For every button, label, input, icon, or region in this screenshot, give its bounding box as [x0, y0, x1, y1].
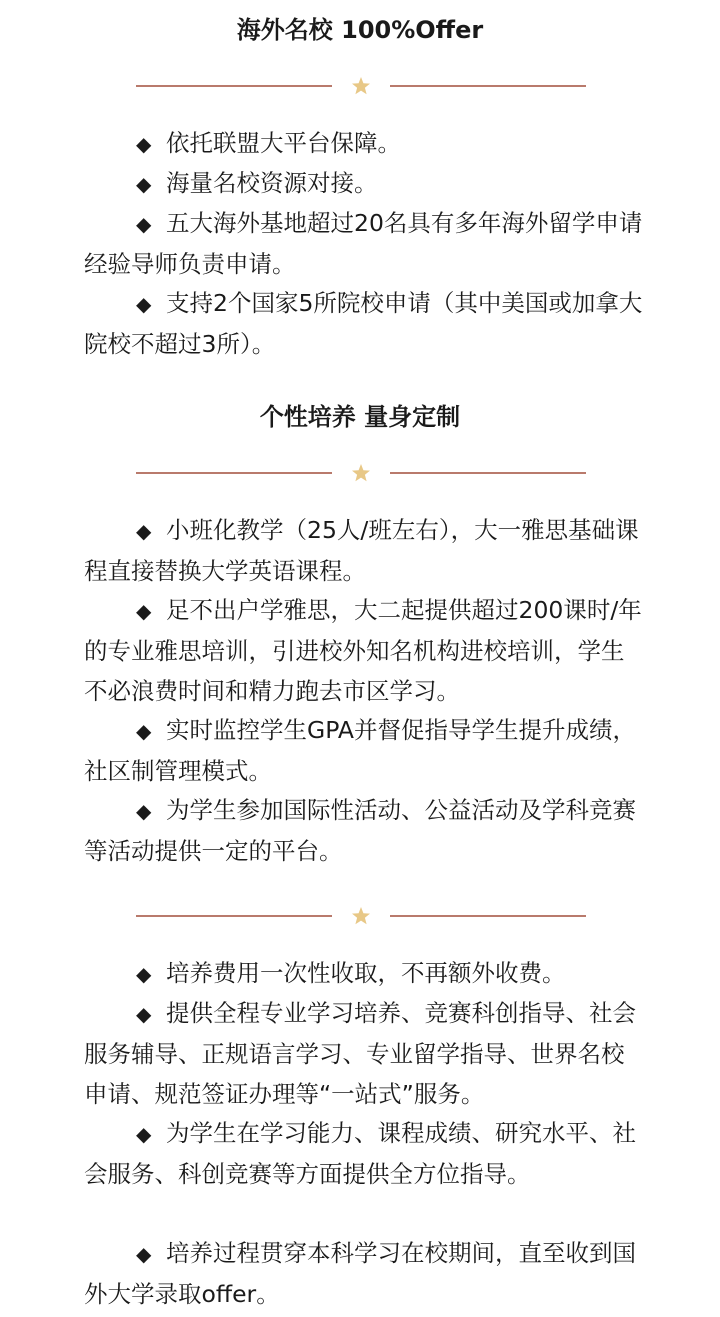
- diamond-bullet-icon: ◆: [136, 962, 152, 986]
- diamond-bullet-icon: ◆: [136, 1242, 152, 1266]
- divider-line-left: [136, 915, 332, 917]
- star-icon: [351, 463, 371, 483]
- section-2-title: 个性培养 量身定制: [259, 403, 461, 431]
- section-1-title: 海外名校 100%Offer: [236, 16, 484, 44]
- section-1-divider: [136, 76, 586, 96]
- list-item: ◆ 为学生在学习能力、课程成绩、研究水平、社会服务、科创竞赛等方面提供全方位指导。: [84, 1113, 644, 1194]
- diamond-bullet-icon: ◆: [136, 719, 152, 743]
- list-item: ◆ 小班化教学（25人/班左右），大一雅思基础课程直接替换大学英语课程。: [84, 510, 644, 591]
- divider-line-right: [390, 85, 586, 87]
- diamond-bullet-icon: ◆: [136, 132, 152, 156]
- list-item: ◆ 实时监控学生GPA并督促指导学生提升成绩，社区制管理模式。: [84, 710, 644, 791]
- section-2-divider: [136, 463, 586, 483]
- star-icon: [351, 906, 371, 926]
- diamond-bullet-icon: ◆: [136, 519, 152, 543]
- divider-line-right: [390, 915, 586, 917]
- list-item: ◆ 为学生参加国际性活动、公益活动及学科竞赛等活动提供一定的平台。: [84, 790, 644, 871]
- diamond-bullet-icon: ◆: [136, 172, 152, 196]
- list-item: ◆ 培养过程贯穿本科学习在校期间，直至收到国外大学录取offer。: [84, 1233, 644, 1314]
- star-icon: [351, 76, 371, 96]
- list-item: ◆ 支持2个国家5所院校申请（其中美国或加拿大院校不超过3所）。: [84, 283, 644, 364]
- list-item: ◆ 依托联盟大平台保障。: [84, 123, 644, 164]
- divider-line-left: [136, 472, 332, 474]
- diamond-bullet-icon: ◆: [136, 1002, 152, 1026]
- list-item: ◆ 五大海外基地超过20名具有多年海外留学申请经验导师负责申请。: [84, 203, 644, 284]
- list-item: ◆ 海量名校资源对接。: [84, 163, 644, 204]
- list-item: ◆ 足不出户学雅思，大二起提供超过200课时/年的专业雅思培训，引进校外知名机构进校培训，学生不必浪费时间和精力跑去市区学习。: [84, 590, 644, 711]
- diamond-bullet-icon: ◆: [136, 1122, 152, 1146]
- section-3-divider: [136, 906, 586, 926]
- diamond-bullet-icon: ◆: [136, 799, 152, 823]
- diamond-bullet-icon: ◆: [136, 212, 152, 236]
- divider-line-right: [390, 472, 586, 474]
- diamond-bullet-icon: ◆: [136, 599, 152, 623]
- list-item: ◆ 培养费用一次性收取，不再额外收费。: [84, 953, 644, 994]
- list-item: ◆ 提供全程专业学习培养、竞赛科创指导、社会服务辅导、正规语言学习、专业留学指导、世界名校申请、规范签证办理等“一站式”服务。: [84, 993, 644, 1114]
- diamond-bullet-icon: ◆: [136, 292, 152, 316]
- divider-line-left: [136, 85, 332, 87]
